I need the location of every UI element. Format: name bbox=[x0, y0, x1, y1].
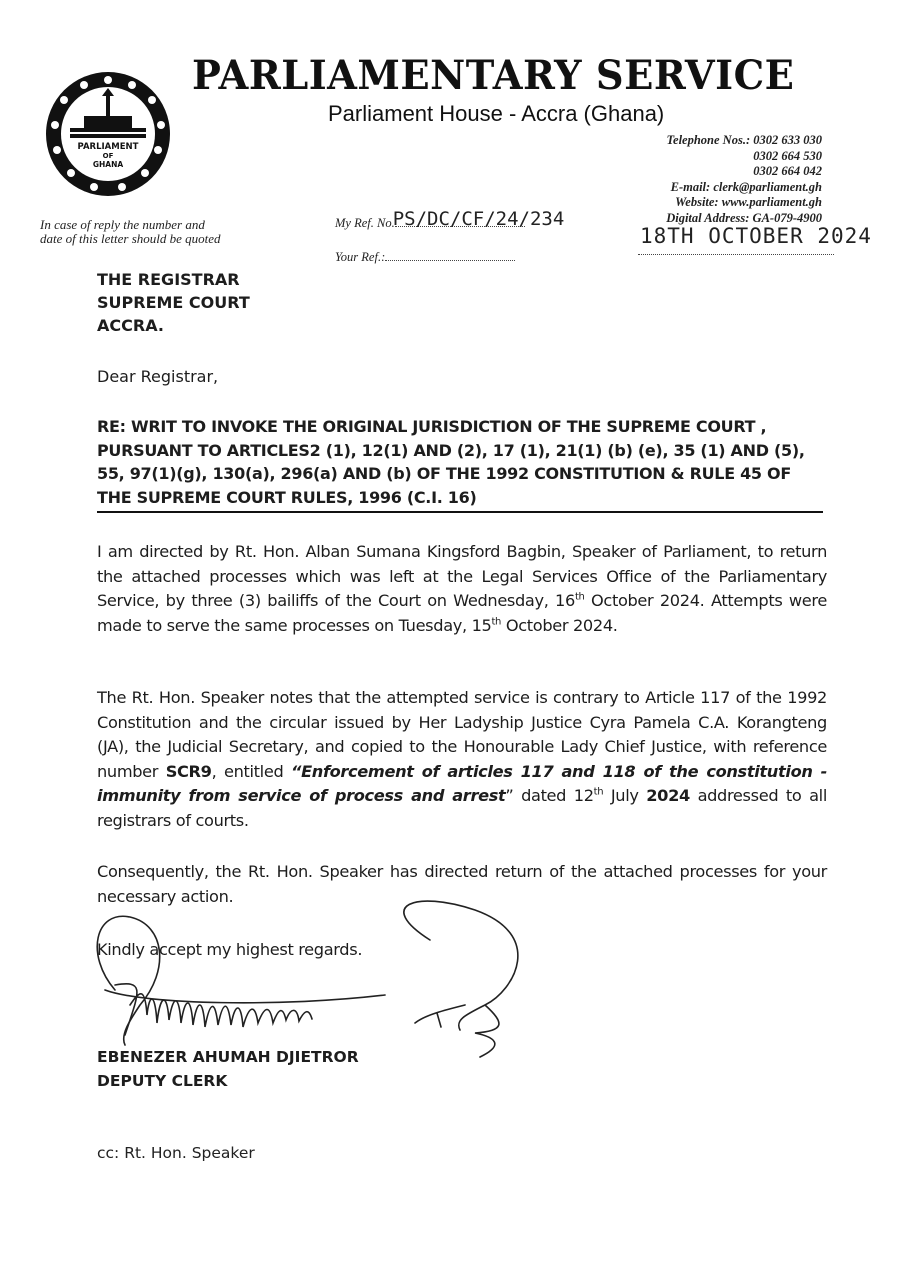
recipient-line: SUPREME COURT bbox=[97, 293, 250, 312]
my-ref-label: My Ref. No. bbox=[335, 216, 395, 230]
paragraph-text: October 2024. Attempts were made to serve the same processes on Tuesday, 15 bbox=[97, 591, 827, 635]
salutation: Dear Registrar, bbox=[97, 367, 219, 386]
paragraph-text: , entitled bbox=[211, 761, 291, 781]
telephone-number: 0302 633 030 bbox=[753, 133, 822, 147]
closing-remark: Kindly accept my highest regards. bbox=[97, 940, 363, 959]
circular-year: 2024 bbox=[646, 786, 690, 805]
organization-address: Parliament House - Accra (Ghana) bbox=[328, 101, 665, 126]
your-ref-label: Your Ref.: bbox=[335, 250, 386, 264]
ordinal-suffix: th bbox=[491, 616, 502, 628]
paragraph-text: ” dated 12 bbox=[505, 786, 594, 805]
my-ref-field bbox=[392, 208, 565, 230]
paragraph-text: The Rt. Hon. Speaker notes that the attempted service is contrary to Article 117 of the 1992 Constitution and the circular issued by Her Ladyship Justice Cyra Pamela C.A. Korangteng (JA), the Judicial Secretary, and copied to the Honourable Lady Chief Justice, with reference number bbox=[97, 688, 827, 781]
recipient-line: THE REGISTRAR bbox=[97, 270, 240, 289]
svg-text:OF: OF bbox=[102, 152, 114, 160]
digital-address-label: Digital Address: bbox=[666, 210, 750, 225]
svg-text:PARLIAMENT: PARLIAMENT bbox=[77, 142, 139, 152]
telephone-number: 0302 664 042 bbox=[753, 164, 822, 178]
website-url: www.parliament.gh bbox=[721, 195, 822, 209]
paragraph-text: July bbox=[603, 786, 647, 805]
email-row bbox=[666, 180, 822, 196]
your-ref-field bbox=[385, 248, 515, 261]
body-paragraph-1 bbox=[97, 540, 827, 638]
subject-underline bbox=[97, 511, 823, 513]
signatory-block bbox=[97, 1045, 359, 1093]
contact-block bbox=[666, 133, 822, 226]
your-ref-row bbox=[335, 248, 515, 265]
website-label: Website: bbox=[675, 195, 719, 209]
svg-text:GHANA: GHANA bbox=[92, 160, 124, 169]
reference-number: SCR9 bbox=[165, 761, 212, 781]
email-address: clerk@parliament.gh bbox=[713, 179, 822, 194]
reply-instruction-note: In case of reply the number and date of this letter should be quoted bbox=[40, 217, 221, 246]
my-ref-row bbox=[335, 208, 565, 231]
telephone-label: Telephone Nos.: bbox=[666, 133, 751, 147]
telephone-number: 0302 664 530 bbox=[753, 148, 822, 163]
subject-heading: RE: WRIT TO INVOKE THE ORIGINAL JURISDICTION OF THE SUPREME COURT , PURSUANT TO ARTICLES2 (1), 12(1) AND (2), 17 (1), 21(1) (b) (e), 35 (1) AND (5), 55, 97(1)(g), 130(a), 296(a) AND (b) OF THE 1992 CONSTITUTION & RULE 45 OF THE SUPREME COURT RULES, 1996 (C.I. 16) bbox=[97, 417, 805, 507]
carbon-copy-line: cc: Rt. Hon. Speaker bbox=[97, 1144, 255, 1162]
letter-date: 18TH OCTOBER 2024 bbox=[640, 224, 872, 248]
circular-title: “Enforcement of articles 117 and 118 of the constitution -immunity from service of process and arrest bbox=[97, 761, 828, 805]
ordinal-suffix: th bbox=[574, 591, 585, 603]
email-label: E-mail: bbox=[670, 179, 711, 194]
parliament-seal bbox=[44, 70, 172, 198]
digital-address-value: GA-079-4900 bbox=[752, 210, 822, 225]
paragraph-text: October 2024. bbox=[501, 615, 618, 635]
ordinal-suffix: th bbox=[593, 786, 604, 798]
recipient-line: ACCRA. bbox=[97, 316, 164, 335]
recipient-address bbox=[97, 268, 250, 337]
telephone-row bbox=[666, 133, 822, 149]
parliament-of-ghana-seal-icon bbox=[44, 70, 172, 198]
website-row bbox=[666, 195, 822, 211]
body-paragraph-2 bbox=[97, 686, 827, 833]
body-paragraph-3: Consequently, the Rt. Hon. Speaker has directed return of the attached processes for your necessary action. bbox=[97, 862, 827, 906]
signatory-title: DEPUTY CLERK bbox=[97, 1072, 228, 1090]
signatory-name: EBENEZER AHUMAH DJIETROR bbox=[97, 1048, 359, 1066]
paragraph-text: I am directed by Rt. Hon. Alban Sumana Kingsford Bagbin, Speaker of Parliament, to return the attached processes which was left at the Legal Services Office of the Parliamentary Service, by three (3) bailiffs of the Court on Wednesday, 16 bbox=[97, 542, 827, 610]
paragraph-text: addressed to all registrars of courts. bbox=[97, 786, 827, 830]
organization-title: PARLIAMENTARY SERVICE bbox=[192, 52, 795, 99]
my-ref-value: PS/DC/CF/24/234 bbox=[392, 208, 565, 230]
